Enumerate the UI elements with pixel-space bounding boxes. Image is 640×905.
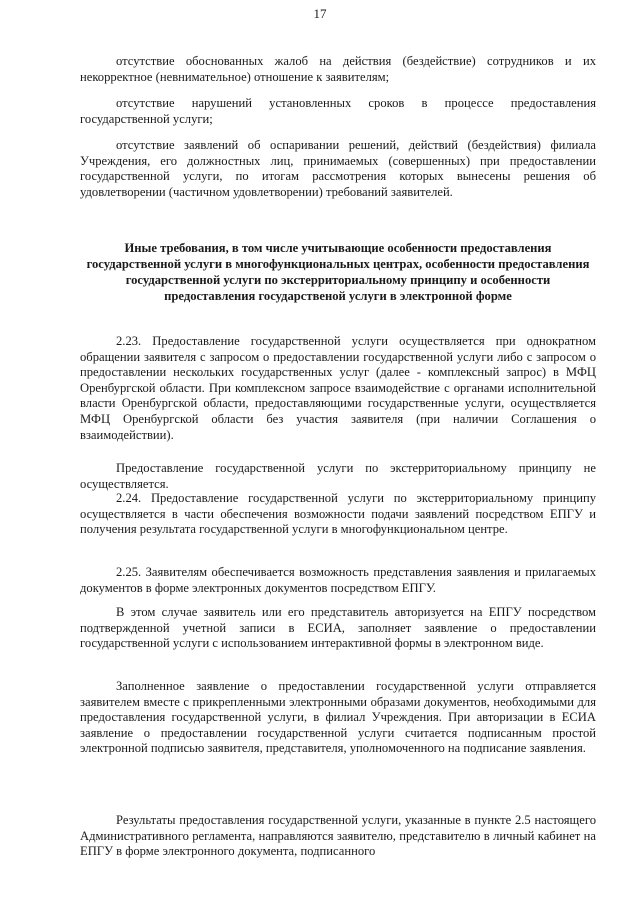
paragraph-text: отсутствие нарушений установленных сроков в процессе предоставления государственной услуги; — [80, 96, 596, 126]
paragraph-2-24 — [80, 491, 596, 538]
heading-text: Иные требования, в том числе учитывающие особенности предоставления государственной услуги в многофункциональных центрах, особенности предоставления государственной услуги по экстерриториальному принципу и особенности предоставления государственой услуги в электронной форме — [86, 241, 590, 303]
paragraph-text: 2.23. Предоставление государственной услуги осуществляется при однократном обращении заявителя с запросом о предоставлении государственной услуги либо с запросом о предоставлении нескольких государственных услуг (далее - комплексный запрос) в МФЦ Оренбургской области. При комплексном запросе взаимодействие с органами исполнительной власти Оренбургской области, предоставляющими государственные услуги, осуществляется МФЦ Оренбургской области без участия заявителя (при наличии Соглашения о взаимодействии). — [80, 334, 596, 442]
list-item-2 — [80, 96, 596, 127]
list-item-1 — [80, 54, 596, 85]
list-item-3 — [80, 138, 596, 200]
paragraph-case — [80, 605, 596, 652]
paragraph-text: 2.24. Предоставление государственной услуги по экстерриториальному принципу осуществляется в части обеспечения возможности подачи заявлений посредством ЕПГУ и получения результата государственной услуги в многофункциональном центре. — [80, 491, 596, 537]
paragraph-2-23 — [80, 334, 596, 443]
paragraph-extraterritorial — [80, 461, 596, 492]
paragraph-text: 2.25. Заявителям обеспечивается возможность представления заявления и прилагаемых документов в форме электронных документов посредством ЕПГУ. — [80, 565, 596, 595]
paragraph-text: Заполненное заявление о предоставлении государственной услуги отправляется заявителем вместе с прикрепленными электронными образами документов, необходимыми для предоставления государственной услуги, в филиал Учреждения. При авторизации в ЕСИА заявление о предоставлении государственной услуги считается подписанным простой электронной подписью заявителя, представителя, уполномоченного на подписание заявления. — [80, 679, 596, 756]
paragraph-text: отсутствие заявлений об оспаривании решений, действий (бездействия) филиала Учреждения, его должностных лиц, принимаемых (совершенных) при предоставлении государственной услуги, по итогам рассмотрения которых вынесены решения об удовлетворении (частичном удовлетворении) требований заявителей. — [80, 138, 596, 199]
paragraph-text: В этом случае заявитель или его представитель авторизуется на ЕПГУ посредством подтвержденной учетной записи в ЕСИА, заполняет заявление о предоставлении государственной услуги с использованием интерактивной формы в электронном виде. — [80, 605, 596, 651]
paragraph-2-25 — [80, 565, 596, 596]
paragraph-filled-application — [80, 679, 596, 757]
section-heading — [80, 240, 596, 304]
paragraph-text: Результаты предоставления государственной услуги, указанные в пункте 2.5 настоящего Административного регламента, направляются заявителю, представителю в личный кабинет на ЕПГУ в форме электронного документа, подписанного — [80, 813, 596, 859]
paragraph-text: Предоставление государственной услуги по экстерриториальному принципу не осуществляется. — [80, 461, 596, 491]
page-number: 17 — [313, 6, 327, 21]
paragraph-results — [80, 813, 596, 860]
paragraph-text: отсутствие обоснованных жалоб на действия (бездействие) сотрудников и их некорректное (невнимательное) отношение к заявителям; — [80, 54, 596, 84]
